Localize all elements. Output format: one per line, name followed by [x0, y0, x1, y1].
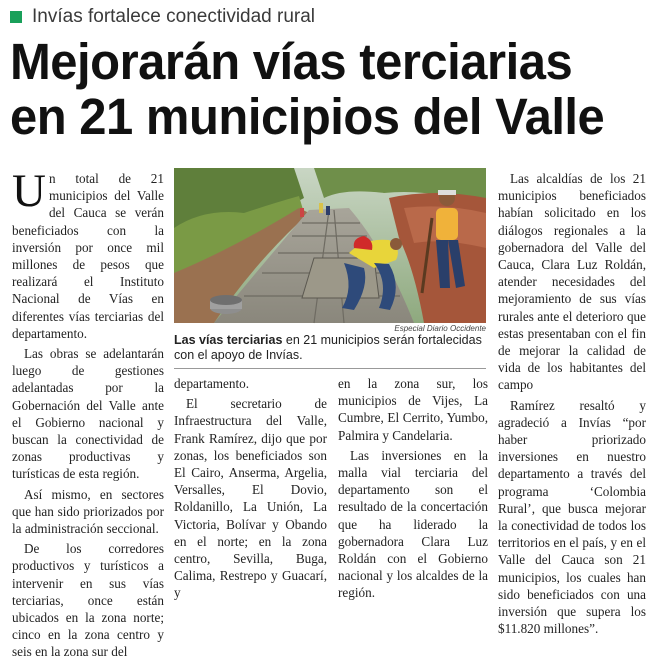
article-paragraph: De los corredores productivos y turísticos a intervenir en sus vías terciarias, once están ubicados en la zona norte; cinco en la zona centro y seis en la zona sur del: [12, 541, 164, 660]
article-column-4: [498, 170, 646, 640]
photo-caption: [174, 333, 486, 363]
headline: [10, 34, 624, 144]
caption-divider: [174, 368, 486, 369]
article-paragraph: departamento.: [174, 376, 250, 391]
article-paragraph: Un total de 21 municipios del Valle del Cauca se verán beneficiados con la inversión por once mil millones de pesos que realizará el Instituto Nacional de Vías en diferentes vías terciarias del departamento.: [12, 165, 164, 341]
article-column-2: [174, 375, 327, 605]
dropcap: U: [12, 165, 46, 217]
article-paragraph: Las alcaldías de los 21 municipios beneficiados habían solicitado en los diálogos regionales a la gobernadora del Valle del Cauca, Clara Luz Roldán, atender necesidades del mejoramiento de sus vías rurales ante el deterioro que estas presentaban con el fin de mejorar la calidad de vida de los habitantes del campo: [498, 171, 646, 393]
section-kicker: [10, 6, 315, 28]
article-paragraph: Las obras se adelantarán luego de gestiones adelantadas por la Gobernación del Valle ante el Gobierno nacional y buscan la conectividad de zonas productivas y turísticas de esta región.: [12, 346, 164, 482]
headline-line-2: en 21 municipios del Valle: [10, 88, 605, 145]
article-paragraph: Así mismo, en sectores que han sido priorizados por la administración seccional.: [12, 486, 164, 537]
caption-text: en 21 municipios serán fortalecidas con el apoyo de Invías.: [174, 333, 482, 362]
article-paragraph: Las inversiones en la malla vial terciaria del departamento son el resultado de la concertación que ha liderado la gobernadora Clara Luz Roldán con el Gobierno nacional y los alcaldes de la región.: [338, 447, 488, 601]
caption-lead: Las vías terciarias: [174, 333, 283, 347]
headline-line-1: Mejorarán vías terciarias: [10, 33, 573, 90]
photo-credit: Especial Diario Occidente: [394, 324, 486, 333]
article-paragraph: El secretario de Infraestructura del Valle, Frank Ramírez, dijo que por zonas, los beneficiados son El Cairo, Anserma, Argelia, Versalles, El Dovio, Roldanillo, La Unión, La Victoria, Bolívar y Obando en el norte; en la zona centro, Sevilla, Buga, Calima, Restrepo y Guacarí, y: [174, 396, 327, 601]
article-column-3: [338, 375, 488, 605]
article-column-1: [12, 165, 164, 664]
kicker-square-icon: [10, 11, 22, 23]
article-paragraph: Ramírez resaltó y agradeció a Invías “por haber priorizado inversiones en nuestro departamento a través del programa ‘Colombia Rural’, que busca mejorar la conectividad de todos los territorios en el país, y en el Valle del Cauca son 21 municipios, los cuales han sido beneficiados con una inversión que supera los $11.820 millones”.: [498, 397, 646, 637]
article-photo: [174, 168, 486, 323]
kicker-text: Invías fortalece conectividad rural: [32, 6, 316, 27]
article-paragraph: en la zona sur, los municipios de Vijes, La Cumbre, El Cerrito, Yumbo, Palmira y Candelaria.: [338, 376, 488, 443]
